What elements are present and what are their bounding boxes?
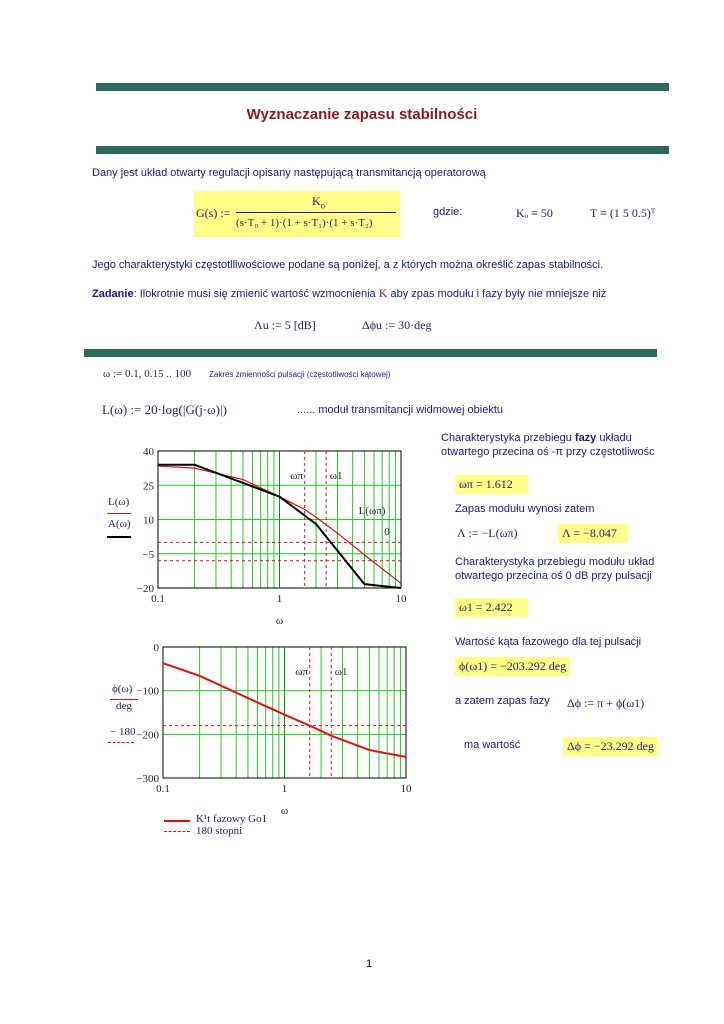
plot1-ytick-label: −20 [136,583,154,595]
L-note: ...... moduł transmitancji widmowej obiektu [297,404,504,416]
plot2-ytick-label: −200 [136,729,159,742]
k-definition: Kₒ ≡ 50 [516,206,553,220]
intro-text: Dany jest układ otwarty regulacji opisany następującą transmitancją operatorową [92,167,486,179]
plot1-ytick-label: 25 [143,480,154,493]
plot1-marker-label: ω1 [329,470,343,482]
omega-1-value: ω1 = 2.422 [455,598,528,617]
plot1-ytick-label: 10 [143,514,154,527]
page-title: Wyznaczanie zapasu stabilności [246,106,478,123]
gdzie-label: gdzie: [433,206,463,218]
t-definition: T ≡ (1 5 0.5)ᵀ [590,206,656,220]
zadanie-label: Zadanie [92,288,134,300]
plot2-ylabel-ref: − 180 [110,726,136,738]
L-definition: L(ω) := 20·log(|G(j·ω)|) [102,402,227,417]
omega-range-note: Zakres zmienności pulsacji (częstotliwości kątowej) [209,370,391,379]
phi-omega1-value: ϕ(ω1) = −203.292 deg [455,657,570,676]
lambda-definition: Λ := −L(ωπ) [457,526,518,540]
plot1-annot-0: 0 [384,526,390,538]
mod-char-text-2: otwartego przecina oś 0 dB przy pulsacji [455,570,652,582]
dphi-value: Δϕ = −23.292 deg [563,737,658,756]
plot1-marker-label: ωπ [290,470,304,482]
zadanie-text: : Ilokrotnie musi się zmienić wartość wzmocnienia [133,288,376,300]
plot1-legend-L: L(ω) [108,496,130,508]
transfer-denominator: (s·T₀ + 1)·(1 + s·T₁)·(1 + s·T₂) [236,217,373,229]
plot2-ytick-label: 0 [153,642,159,654]
plot2-marker-label: ωπ [295,666,309,678]
plot2-legend-1: K¹t fazowy Go1 [196,813,268,825]
plot1-xtick-label: 0.1 [151,593,165,605]
plot2-ytick-label: −100 [136,685,159,698]
phase-value-text: Wartość kąta fazowego dla tej pulsacji [455,636,642,648]
plot1-ytick-label: 40 [143,446,154,458]
characteristics-text: Jego charakterystyki częstotlliwościowe podane są poniżej, a z których można określić zapas stabilności. [92,259,604,271]
plot2-xtick-label: 1 [281,783,288,795]
plot1-legend-A: A(ω) [108,518,131,530]
plot1-xtick-label: 1 [276,593,283,605]
gain-margin-text: Zapas modułu wynosi zatem [455,503,595,515]
transfer-numerator: $K_o$ [312,194,326,211]
plot2-ylabel-top: ϕ(ω) [112,683,133,695]
lambda-u: Λu := 5 [dB] [254,318,316,332]
dphi-u: Δϕu := 30·deg [362,318,432,332]
transfer-lhs: G(s) := [196,206,231,220]
plot2-xtick-label: 10 [400,783,412,795]
zadanie-text2: aby zpas modułu i fazy były nie mniejsze niż [390,288,607,300]
plot2-xtick-label: 0.1 [156,783,170,795]
plot1-xlabel: ω [275,615,284,627]
phase-char-text: Charakterystyka przebiegu fazy układu [441,432,632,444]
plot2-xlabel: ω [280,805,289,817]
plot1-xtick-label: 10 [395,593,407,605]
zatem-text: a zatem zapas fazy [455,695,550,707]
dphi-definition: Δϕ := π + ϕ(ω1) [567,696,645,710]
page-number: 1 [366,958,373,970]
plot1-ytick-label: −5 [142,548,154,561]
plot1-annot-L: L(ωπ) [358,505,386,517]
mod-char-text-1: Charakterystyka przebiegu modułu układ [455,556,655,568]
zadanie-k: K [378,286,388,300]
lambda-value: Λ = −8.047 [558,524,628,543]
phase-char-text-2: otwartego przecina oś -π przy częstotliwośc [441,446,655,458]
ma-text: ma wartość [464,739,521,751]
omega-range: ω := 0.1, 0.15 .. 100 [103,368,191,380]
plot2-ytick-label: −300 [136,773,159,785]
plot2-ylabel-bottom: deg [116,700,132,712]
plot2-marker-label: ω1 [334,666,348,678]
plot2-legend-2: 180 stopni [196,825,243,837]
omega-pi-value: ωπ = 1.612 [455,475,528,494]
